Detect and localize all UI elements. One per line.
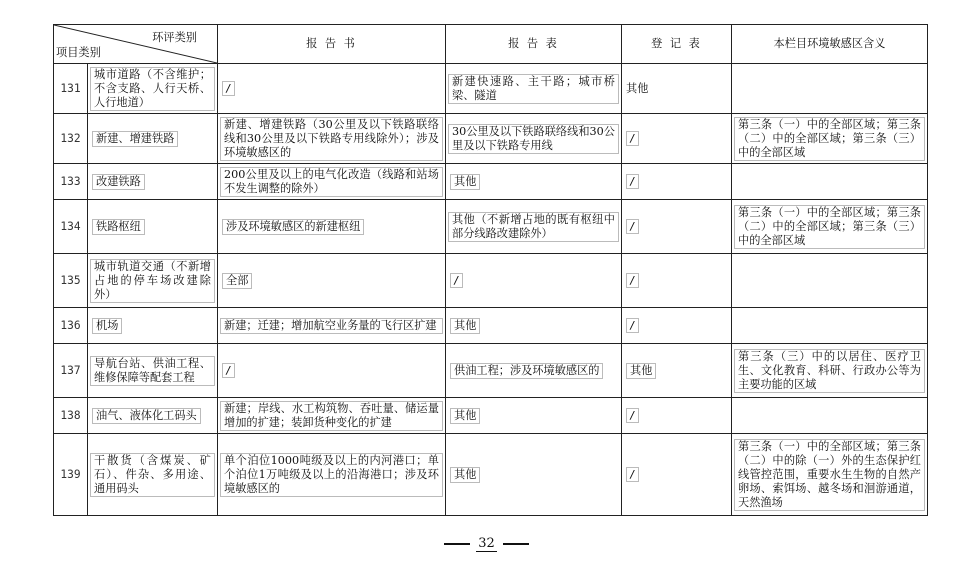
report-form-value: 其他 [450,174,480,190]
report-book-value: 200公里及以上的电气化改造（线路和站场不发生调整的除外） [220,167,443,197]
register-value: / [626,408,639,423]
row-number: 136 [54,308,88,344]
project-name: 机场 [92,318,122,334]
report-form-value: 30公里及以下铁路联络线和30公里及以下铁路专用线 [448,124,619,154]
table-row [54,308,928,344]
project-name: 导航台站、供油工程、维修保障等配套工程 [90,356,215,386]
report-form-value: 新建快速路、主干路；城市桥梁、隧道 [448,74,619,104]
table-row [54,200,928,254]
project-name: 城市轨道交通（不新增占地的停车场改建除外） [90,259,215,303]
register-value: / [626,219,639,234]
sensitive-value [732,181,927,183]
footer-dash-right [503,543,529,545]
col-header-report-form: 报 告 表 [446,25,622,64]
sensitive-value [732,415,927,417]
register-value: / [626,318,639,333]
category-bottom-label: 项目类别 [56,46,101,59]
project-name: 干散货（含煤炭、矿石）、件杂、多用途、通用码头 [90,453,215,497]
report-form-value: 其他 [450,318,480,334]
project-name: 铁路枢纽 [92,219,145,235]
row-number: 137 [54,344,88,398]
register-value: / [626,467,639,482]
report-form-value: / [450,273,463,288]
row-number: 132 [54,114,88,164]
page-footer [0,536,973,551]
table-row [54,164,928,200]
table-row [54,254,928,308]
sensitive-value: 第三条（一）中的全部区域；第三条（二）中的全部区域；第三条（三）中的全部区域 [734,117,925,161]
report-book-value: / [222,81,235,96]
table-header-row [54,25,928,64]
row-number: 135 [54,254,88,308]
report-form-value: 其他（不新增占地的既有枢纽中部分线路改建除外） [448,212,619,242]
row-number: 139 [54,434,88,516]
footer-dash-left [444,543,470,545]
register-value: / [626,273,639,288]
sensitive-value [732,88,927,90]
document-page [53,24,927,516]
report-book-value: 涉及环境敏感区的新建枢纽 [222,219,364,235]
register-value: / [626,131,639,146]
table-row [54,64,928,114]
project-name: 新建、增建铁路 [92,131,178,147]
register-value: / [626,174,639,189]
report-form-value: 其他 [450,408,480,424]
project-name: 城市道路（不含维护；不含支路、人行天桥、人行地道） [90,67,215,111]
register-value: 其他 [626,363,656,379]
row-number: 138 [54,398,88,434]
col-header-register: 登 记 表 [622,25,732,64]
page-number: 32 [478,536,495,551]
diagonal-header-cell [54,25,218,64]
table-row [54,434,928,516]
sensitive-value [732,280,927,282]
table-row [54,398,928,434]
eia-classification-table [53,24,928,516]
table-row [54,114,928,164]
report-form-value: 供油工程；涉及环境敏感区的 [450,363,603,379]
report-book-value: 单个泊位1000吨级及以上的内河港口；单个泊位1万吨级及以上的沿海港口；涉及环境敏感区的 [220,453,443,497]
report-book-value: 全部 [222,273,252,289]
row-number: 134 [54,200,88,254]
report-form-value: 其他 [450,467,480,483]
report-book-value: / [222,363,235,378]
sensitive-value: 第三条（一）中的全部区域；第三条（二）中的除（一）外的生态保护红线管控范围，重要水生生物的自然产卵场、索饵场、越冬场和洄游通道，天然渔场 [734,439,925,511]
report-book-value: 新建、增建铁路（30公里及以下铁路联络线和30公里及以下铁路专用线除外）；涉及环境敏感区的 [220,117,443,161]
register-value: 其他 [626,81,649,95]
col-header-sensitive: 本栏目环境敏感区含义 [732,25,928,64]
sensitive-value: 第三条（三）中的以居住、医疗卫生、文化教育、科研、行政办公等为主要功能的区域 [734,349,925,393]
report-book-value: 新建；迁建；增加航空业务量的飞行区扩建 [220,318,443,334]
report-book-value: 新建；岸线、水工构筑物、吞吐量、储运量增加的扩建；装卸货种变化的扩建 [220,401,443,431]
row-number: 133 [54,164,88,200]
sensitive-value [732,325,927,327]
project-name: 改建铁路 [92,174,145,190]
category-top-label: 环评类别 [152,31,197,44]
project-name: 油气、液体化工码头 [92,408,201,424]
table-row [54,344,928,398]
col-header-report-book: 报 告 书 [218,25,446,64]
sensitive-value: 第三条（一）中的全部区域；第三条（二）中的全部区域；第三条（三）中的全部区域 [734,205,925,249]
row-number: 131 [54,64,88,114]
